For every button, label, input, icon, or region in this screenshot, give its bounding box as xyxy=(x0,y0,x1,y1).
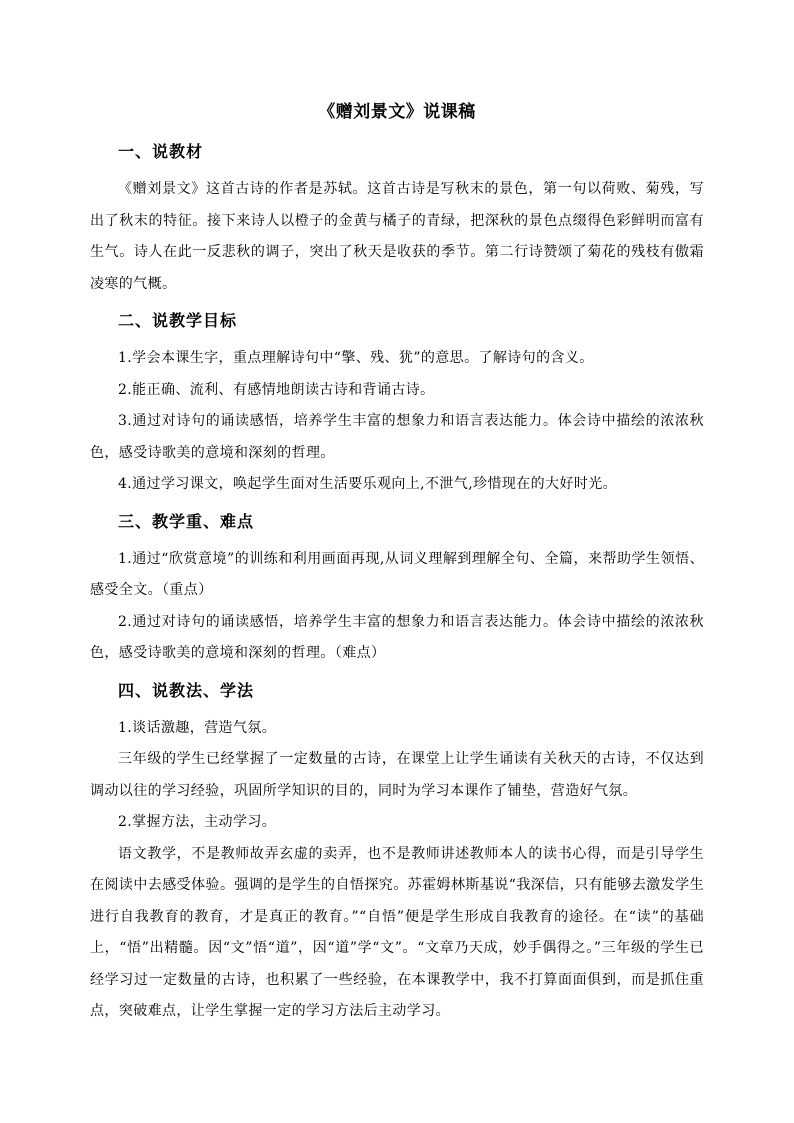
section-teaching-methods xyxy=(90,678,704,1028)
section-heading: 二、说教学目标 xyxy=(118,311,238,330)
paragraph: 1.学会本课生字，重点理解诗句中“擎、残、犹”的意思。了解诗句的含义。 xyxy=(118,350,594,366)
section-teaching-material xyxy=(90,139,704,300)
paragraph: 1.谈话激趣，营造气氛。 xyxy=(118,719,277,736)
paragraph: 1.通过“欣赏意境”的训练和利用画面再现,从词义理解到理解全句、全篇，来帮助学生领悟、感受全文。（重点） xyxy=(90,550,704,598)
paragraph: 三年级的学生已经掌握了一定数量的古诗，在课堂上让学生诵读有关秋天的古诗，不仅达到调动以往的学习经验，巩固所学知识的目的，同时为学习本课作了铺垫，营造好气氛。 xyxy=(90,751,704,799)
paragraph: 2.能正确、流利、有感情地朗读古诗和背诵古诗。 xyxy=(118,381,435,398)
paragraph: 2.通过对诗句的诵读感悟，培养学生丰富的想象力和语言表达能力。体会诗中描绘的浓浓秋色，感受诗歌美的意境和深刻的哲理。（难点） xyxy=(90,613,704,661)
section-key-difficult-points xyxy=(90,509,704,670)
document-title: 《赠刘景文》说课稿 xyxy=(318,102,476,122)
section-teaching-goals xyxy=(90,308,704,501)
paragraph: 2.掌握方法，主动学习。 xyxy=(118,814,277,830)
section-heading: 一、说教材 xyxy=(118,142,204,161)
paragraph: 4.通过学习课文，唤起学生面对生活要乐观向上,不泄气,珍惜现在的大好时光。 xyxy=(118,476,618,492)
section-heading: 四、说教法、学法 xyxy=(118,680,255,700)
paragraph: 《赠刘景文》这首古诗的作者是苏轼。这首古诗是写秋末的景色，第一句以荷败、菊残，写出了秋末的特征。接下来诗人以橙子的金黄与橘子的青绿，把深秋的景色点缀得色彩鲜明而富有生气。诗人在此一反悲秋的调子，突出了秋天是收获的季节。第二行诗赞颂了菊花的残枝有傲霜凌寒的气概。 xyxy=(90,181,704,292)
section-heading: 三、教学重、难点 xyxy=(118,511,255,531)
paragraph: 3.通过对诗句的诵读感悟，培养学生丰富的想象力和语言表达能力。体会诗中描绘的浓浓秋色，感受诗歌美的意境和深刻的哲理。 xyxy=(90,413,704,461)
paragraph: 语文教学，不是教师故弄玄虚的卖弄，也不是教师讲述教师本人的读书心得，而是引导学生在阅读中去感受体验。强调的是学生的自悟探究。苏霍姆林斯基说“我深信，只有能够去激发学生进行自我教育的教育，才是真正的教育。”“自悟”便是学生形成自我教育的途径。在“读”的基础上，“悟”出精髓。因“文”悟“道”，因“道”学“文”。“文章乃天成，妙手偶得之。”三年级的学生已经学习过一定数量的古诗，也积累了一些经验，在本课教学中，我不打算面面俱到，而是抓住重点，突破难点，让学生掌握一定的学习方法后主动学习。 xyxy=(90,845,704,1019)
